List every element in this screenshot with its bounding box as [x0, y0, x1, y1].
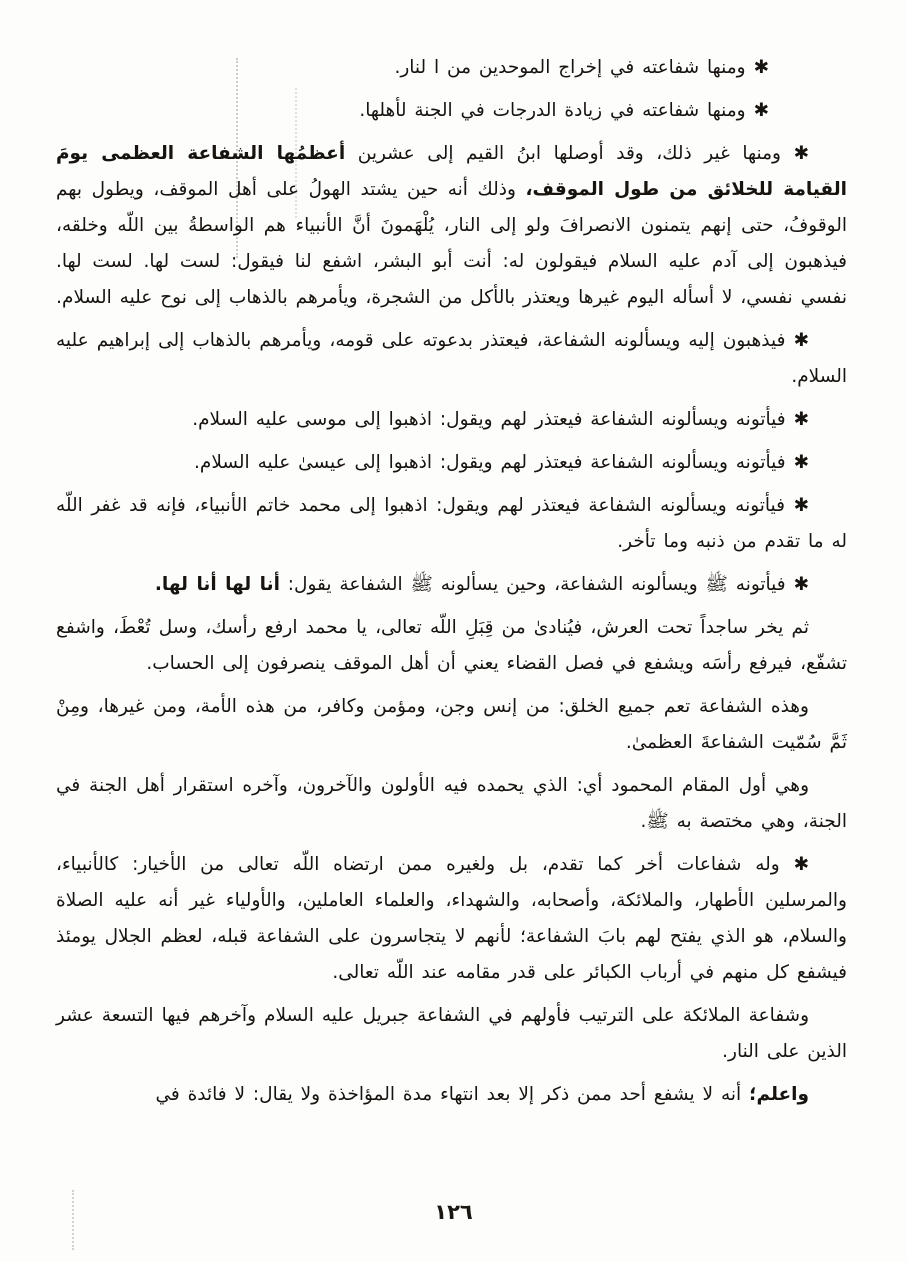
text-run: ✱ فيأتونه ﷺ ويسألونه الشفاعة، وحين يسألونه ﷺ الشفاعة يقول:: [279, 574, 809, 595]
paragraph: [56, 689, 847, 761]
paragraph: [56, 136, 847, 316]
paragraph: [56, 50, 847, 86]
text-run: أنه لا يشفع أحد ممن ذكر إلا بعد انتهاء مدة المؤاخذة ولا يقال: لا فائدة في: [155, 1084, 750, 1105]
text-run: ✱ ومنها شفاعته في إخراج الموحدين من ا لنار.: [394, 57, 769, 78]
text-run: ✱ فيأتونه ويسألونه الشفاعة فيعتذر لهم ويقول: اذهبوا إلى محمد خاتم الأنبياء، فإنه قد غفر اللّه له ما تقدم من ذنبه وما تأخر.: [56, 495, 847, 552]
text-run: ✱ فيأتونه ويسألونه الشفاعة فيعتذر لهم ويقول: اذهبوا إلى عيسىٰ عليه السلام.: [194, 452, 809, 473]
bold-text-run: أعظمُها الشفاعة العظمى يومَ القيامة للخلائق من طول الموقف،: [56, 143, 847, 200]
bold-text-run: واعلم؛: [749, 1084, 809, 1105]
text-block: [56, 50, 847, 1120]
paragraph: [56, 847, 847, 991]
text-run: وشفاعة الملائكة على الترتيب فأولهم في الشفاعة جبريل عليه السلام وآخرهم فيها التسعة عشر الذين على النار.: [56, 1005, 847, 1062]
bold-text-run: أنا لها أنا لها.: [154, 574, 280, 595]
page-number: ١٢٦: [434, 1200, 473, 1224]
paragraph: [56, 488, 847, 560]
paragraph: [56, 567, 847, 603]
text-run: ✱ ومنها غير ذلك، وقد أوصلها ابنُ القيم إلى عشرين: [345, 143, 810, 164]
text-run: وذلك أنه حين يشتد الهولُ على أهل الموقف، ويطول بهم الوقوفُ، حتى إنهم يتمنون الانصرافَ ولو إلى النار، يُلْهَمونَ أنَّ الأنبياء هم الواسطةُ بين اللّه وخلقه، فيذهبون إلى آدم عليه السلام فيقولون له: أنت أبو البشر، اشفع لنا فيقول: لست لها. لست لها. نفسي نفسي، لا أسأله اليوم غيرها ويعتذر بالأكل من الشجرة، ويأمرهم بالذهاب إلى نوح عليه السلام.: [56, 179, 847, 308]
text-run: ✱ ومنها شفاعته في زيادة الدرجات في الجنة لأهلها.: [359, 100, 769, 121]
paragraph: [56, 323, 847, 395]
paragraph: [56, 768, 847, 840]
text-run: وهي أول المقام المحمود أي: الذي يحمده فيه الأولون والآخرون، وآخره استقرار أهل الجنة في الجنة، وهي مختصة به ﷺ.: [56, 775, 847, 832]
paragraph: [56, 445, 847, 481]
paragraph: [56, 402, 847, 438]
text-run: ✱ فيذهبون إليه ويسألونه الشفاعة، فيعتذر بدعوته على قومه، ويأمرهم بالذهاب إلى إبراهيم عليه السلام.: [56, 330, 847, 387]
paragraph: [56, 998, 847, 1070]
text-run: ✱ وله شفاعات أخر كما تقدم، بل ولغيره ممن ارتضاه اللّه تعالى من الأخيار: كالأنبياء، والمرسلين الأطهار، والملائكة، وأصحابه، والشهداء، والعلماء العاملين، والأولياء غير أنه عليه الصلاة والسلام، هو الذي يفتح لهم بابَ الشفاعة؛ لأنهم لا يتجاسرون على الشفاعة قبله، لعظم الجلال يومئذ فيشفع كل منهم في أرباب الكبائر على قدر مقامه عند اللّه تعالى.: [56, 854, 847, 983]
paragraph: [56, 1077, 847, 1113]
text-run: ✱ فيأتونه ويسألونه الشفاعة فيعتذر لهم ويقول: اذهبوا إلى موسى عليه السلام.: [192, 409, 809, 430]
paragraph: [56, 610, 847, 682]
text-run: ثم يخر ساجداً تحت العرش، فيُنادىٰ من قِبَلِ اللّه تعالى، يا محمد ارفع رأسك، وسل تُعْطَ، واشفع تشفّع، فيرفع رأسَه ويشفع في فصل القضاء يعني أن أهل الموقف ينصرفون إلى الحساب.: [56, 617, 847, 674]
text-run: وهذه الشفاعة تعم جميع الخلق: من إنس وجن، ومؤمن وكافر، من هذه الأمة، ومن غيرها، ومِنْ ثَمَّ سُمّيت الشفاعةَ العظمىٰ.: [56, 696, 847, 753]
paragraph: [56, 93, 847, 129]
